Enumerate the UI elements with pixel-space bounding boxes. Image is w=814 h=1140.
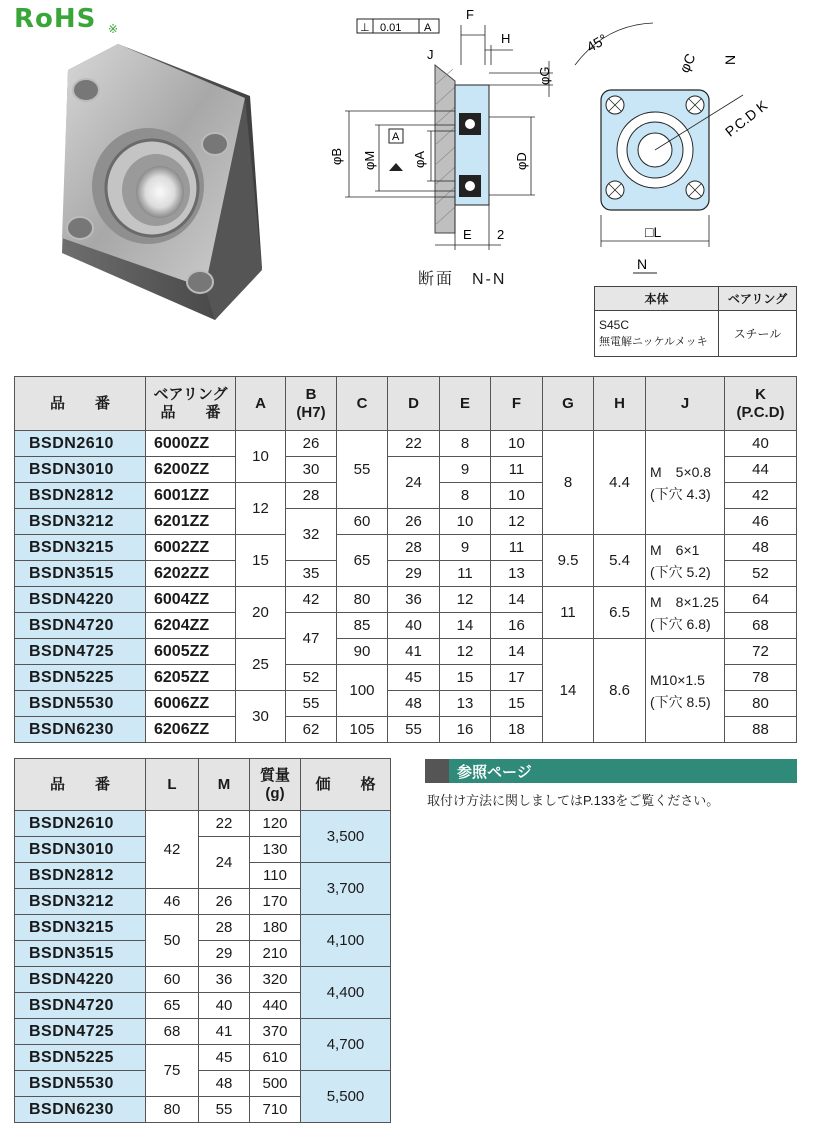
dim-g: 11 [543,587,594,639]
table-row [15,639,797,665]
t2-header-l: L [146,759,199,811]
part-number: BSDN3212 [15,889,146,915]
dim-d: 24 [388,457,440,509]
dim-m: 22 [199,811,250,837]
dim-f: 10 [491,431,543,457]
t1-header-h: H [594,377,646,431]
part-number: BSDN2610 [15,811,146,837]
dim-j [646,535,725,587]
dim-f: 16 [491,613,543,639]
dim-b: 42 [286,587,337,613]
part-number: BSDN5225 [15,665,146,691]
reference-marker [425,759,449,783]
material-header-bearing: ベアリング [719,287,797,311]
dim-b: 28 [286,483,337,509]
t1-header-f: F [491,377,543,431]
dim-m: 26 [199,889,250,915]
material-body-line2: 無電解ニッケルメッキ [599,335,708,348]
dim-e: 8 [440,483,491,509]
dim-e: 12 [440,639,491,665]
svg-text:0.01: 0.01 [380,22,402,34]
table-row [15,915,391,941]
dim-a: 30 [236,691,286,743]
table-row [15,1019,391,1045]
dim-k: 52 [725,561,797,587]
dim-f: 13 [491,561,543,587]
dim-l: 46 [146,889,199,915]
t1-header-k [725,377,797,431]
reference-title: 参照ページ [457,764,532,781]
dim-d: 40 [388,613,440,639]
reference-header [425,759,797,783]
dim-e: 11 [440,561,491,587]
t1-header-bearing [146,377,236,431]
t1-header-b [286,377,337,431]
dim-e: 12 [440,587,491,613]
svg-text:φM: φM [362,150,377,170]
dim-e: 13 [440,691,491,717]
price: 3,500 [301,811,391,863]
dim-c: 80 [337,587,388,613]
bearing-number: 6206ZZ [146,717,236,743]
dim-d: 55 [388,717,440,743]
dim-c: 90 [337,639,388,665]
t1-header-d: D [388,377,440,431]
dim-b: 47 [286,613,337,665]
front-view-drawing [565,15,810,280]
svg-text:P.C.D K: P.C.D K [721,97,771,140]
mass: 170 [250,889,301,915]
material-body-line1: S45C [599,317,630,332]
dim-f: 10 [491,483,543,509]
svg-text:N: N [722,54,738,65]
dim-d: 26 [388,509,440,535]
bearing-number: 6004ZZ [146,587,236,613]
dim-j-pilot: (下穴 4.3) [650,485,711,502]
dim-k: 46 [725,509,797,535]
dim-f: 17 [491,665,543,691]
mass: 610 [250,1045,301,1071]
dim-b: 35 [286,561,337,587]
dim-d: 48 [388,691,440,717]
svg-text:N: N [637,256,648,272]
dim-d: 28 [388,535,440,561]
dim-f: 12 [491,509,543,535]
table-row [15,587,797,613]
mass: 110 [250,863,301,889]
dim-k: 80 [725,691,797,717]
dim-l: 65 [146,993,199,1019]
rohs-note-mark: ※ [108,22,119,36]
dim-d: 41 [388,639,440,665]
dim-m: 48 [199,1071,250,1097]
dim-f: 14 [491,587,543,613]
dim-j-pilot: (下穴 5.2) [650,563,711,580]
svg-text:□L: □L [645,224,662,240]
t1-header-c: C [337,377,388,431]
dim-e: 8 [440,431,491,457]
dim-m: 28 [199,915,250,941]
dim-c: 100 [337,665,388,717]
dim-k: 64 [725,587,797,613]
rohs-logo: RoHS [14,4,97,34]
svg-text:⊥: ⊥ [360,22,370,34]
table-row [15,811,391,837]
dim-j [646,587,725,639]
bearing-number: 6201ZZ [146,509,236,535]
dim-f: 11 [491,535,543,561]
part-number: BSDN5530 [15,691,146,717]
bearing-number: 6002ZZ [146,535,236,561]
t1-header-b-line2: (H7) [296,403,326,421]
dim-e: 15 [440,665,491,691]
dim-l: 42 [146,811,199,889]
svg-text:H: H [501,31,511,46]
part-number: BSDN2610 [15,431,146,457]
table-row [15,431,797,457]
part-number: BSDN4220 [15,967,146,993]
dim-b: 32 [286,509,337,561]
mass: 180 [250,915,301,941]
dim-j-thread: M10×1.5 [650,671,705,688]
svg-text:φG: φG [537,66,552,85]
dim-e: 16 [440,717,491,743]
dim-m: 36 [199,967,250,993]
dim-h: 4.4 [594,431,646,535]
dim-c: 85 [337,613,388,639]
part-number: BSDN3515 [15,941,146,967]
dim-e: 9 [440,457,491,483]
reference-text: 取付け方法に関しましてはP.133をご覧ください。 [427,793,720,808]
dim-m: 45 [199,1045,250,1071]
dim-e: 10 [440,509,491,535]
dim-e: 14 [440,613,491,639]
t2-header-price: 価 格 [301,759,391,811]
dim-d: 29 [388,561,440,587]
dim-b: 52 [286,665,337,691]
dim-m: 41 [199,1019,250,1045]
dim-m: 40 [199,993,250,1019]
dim-f: 15 [491,691,543,717]
t1-header-bearing-line2: 品 番 [160,403,221,421]
part-number: BSDN4720 [15,613,146,639]
mass: 710 [250,1097,301,1123]
t1-header-bearing-line1: ベアリング [153,385,228,403]
svg-text:φD: φD [514,152,529,170]
bearing-number: 6001ZZ [146,483,236,509]
t1-header-a: A [236,377,286,431]
dim-k: 48 [725,535,797,561]
part-number: BSDN6230 [15,717,146,743]
dim-k: 68 [725,613,797,639]
svg-text:J: J [427,47,434,62]
dim-g: 9.5 [543,535,594,587]
dim-j-pilot: (下穴 8.5) [650,693,711,710]
dim-a: 25 [236,639,286,691]
mass: 500 [250,1071,301,1097]
part-number: BSDN3215 [15,535,146,561]
part-number: BSDN6230 [15,1097,146,1123]
part-number: BSDN3215 [15,915,146,941]
mass: 210 [250,941,301,967]
price: 4,700 [301,1019,391,1071]
spec-table [14,376,797,743]
mass: 130 [250,837,301,863]
svg-text:F: F [466,7,474,22]
part-number: BSDN4725 [15,639,146,665]
material-bearing-cell: スチール [719,311,797,357]
dim-j-thread: M 8×1.25 [650,593,719,610]
dim-g: 14 [543,639,594,743]
part-number: BSDN3515 [15,561,146,587]
bearing-number: 6205ZZ [146,665,236,691]
dim-l: 75 [146,1045,199,1097]
price: 3,700 [301,863,391,915]
mass: 440 [250,993,301,1019]
dim-c: 65 [337,535,388,587]
dim-d: 22 [388,431,440,457]
table-row [15,1071,391,1097]
part-number: BSDN3010 [15,457,146,483]
dim-h: 5.4 [594,535,646,587]
t1-header-b-line1: B [305,385,317,403]
dim-c: 105 [337,717,388,743]
part-number: BSDN2812 [15,483,146,509]
svg-text:E: E [463,227,472,242]
dim-a: 20 [236,587,286,639]
dim-f: 14 [491,639,543,665]
dim-m: 24 [199,837,250,889]
dim-j-thread: M 5×0.8 [650,463,712,480]
bearing-number: 6000ZZ [146,431,236,457]
dim-m: 29 [199,941,250,967]
t2-header-m: M [199,759,250,811]
product-photo [40,38,290,328]
dim-l: 60 [146,967,199,993]
price: 5,500 [301,1071,391,1123]
part-number: BSDN3010 [15,837,146,863]
svg-text:2: 2 [497,227,505,242]
section-label: 断面 N-N [418,271,507,288]
dim-j [646,639,725,743]
bearing-number: 6006ZZ [146,691,236,717]
dim-l: 80 [146,1097,199,1123]
material-header-body: 本体 [595,287,719,311]
table-row [15,967,391,993]
dim-l: 68 [146,1019,199,1045]
dim-b: 30 [286,457,337,483]
t1-header-j: J [646,377,725,431]
price: 4,100 [301,915,391,967]
svg-text:45°: 45° [583,30,610,56]
dim-k: 88 [725,717,797,743]
bearing-number: 6005ZZ [146,639,236,665]
t2-header-mass [250,759,301,811]
t1-header-k-line2: (P.C.D) [736,403,785,421]
dim-j-pilot: (下穴 6.8) [650,615,711,632]
dim-d: 45 [388,665,440,691]
part-number: BSDN4720 [15,993,146,1019]
t1-header-part-no: 品 番 [15,377,146,431]
dim-g: 8 [543,431,594,535]
mass: 320 [250,967,301,993]
t1-header-g: G [543,377,594,431]
dim-b: 55 [286,691,337,717]
dim-a: 15 [236,535,286,587]
dim-k: 72 [725,639,797,665]
svg-text:φA: φA [412,150,427,168]
dim-l: 50 [146,915,199,967]
t2-header-mass-line1: 質量 [259,766,290,784]
dim-d: 36 [388,587,440,613]
svg-text:φC: φC [675,50,699,76]
dim-j [646,431,725,535]
material-body-cell [595,311,719,357]
bearing-number: 6202ZZ [146,561,236,587]
table-row [15,535,797,561]
part-number: BSDN5225 [15,1045,146,1071]
bearing-number: 6204ZZ [146,613,236,639]
dim-j-thread: M 6×1 [650,541,700,558]
part-number: BSDN4220 [15,587,146,613]
section-drawing [325,5,565,295]
dim-f: 11 [491,457,543,483]
dim-k: 78 [725,665,797,691]
mass: 370 [250,1019,301,1045]
bearing-number: 6200ZZ [146,457,236,483]
dim-c: 55 [337,431,388,509]
dim-b: 62 [286,717,337,743]
dim-h: 8.6 [594,639,646,743]
price: 4,400 [301,967,391,1019]
dim-k: 42 [725,483,797,509]
price-table [14,758,391,1123]
t1-header-k-line1: K [755,385,766,403]
dim-e: 9 [440,535,491,561]
part-number: BSDN4725 [15,1019,146,1045]
dim-h: 6.5 [594,587,646,639]
dim-a: 12 [236,483,286,535]
material-table [594,286,797,357]
t1-header-e: E [440,377,491,431]
svg-text:A: A [424,22,432,34]
t2-header-part-no: 品 番 [15,759,146,811]
part-number: BSDN3212 [15,509,146,535]
mass: 120 [250,811,301,837]
dim-k: 44 [725,457,797,483]
part-number: BSDN5530 [15,1071,146,1097]
part-number: BSDN2812 [15,863,146,889]
dim-k: 40 [725,431,797,457]
svg-text:A: A [392,131,400,143]
dim-m: 55 [199,1097,250,1123]
dim-c: 60 [337,509,388,535]
dim-b: 26 [286,431,337,457]
svg-text:φB: φB [329,147,344,165]
t2-header-mass-line2: (g) [265,784,285,802]
dim-a: 10 [236,431,286,483]
dim-f: 18 [491,717,543,743]
